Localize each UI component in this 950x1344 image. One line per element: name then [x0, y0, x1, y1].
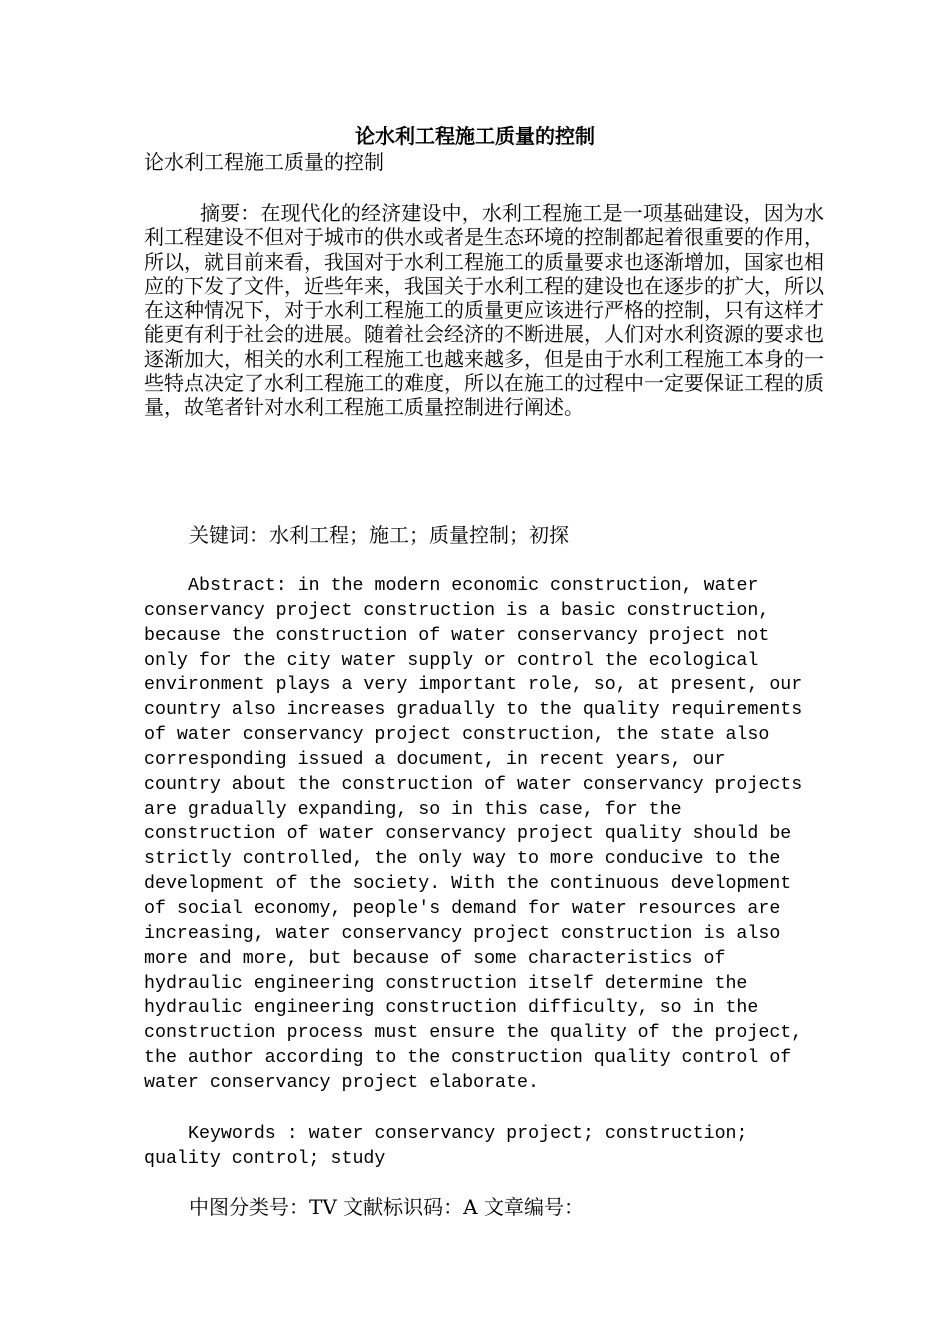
chinese-abstract: 摘要：在现代化的经济建设中，水利工程施工是一项基础建设，因为水利工程建设不但对于城市的供水或者是生态环境的控制都起着很重要的作用，所以，就目前来看，我国对于水利工程施工的质量要求也逐渐增加，国家也相应的下发了文件，近些年来，我国关于水利工程的建设也在逐步的扩大，所以在这种情况下，对于水利工程施工的质量更应该进行严格的控制，只有这样才能更有利于社会的进展。随着社会经济的不断进展，人们对水利资源的要求也逐渐加大，相关的水利工程施工也越来越多，但是由于水利工程施工本身的一些特点决定了水利工程施工的难度，所以在施工的过程中一定要保证工程的质量，故笔者针对水利工程施工质量控制进行阐述。 [144, 201, 824, 420]
classification-info: 中图分类号：TV 文献标识码：A 文章编号： [189, 1195, 584, 1219]
document-subtitle: 论水利工程施工质量的控制 [144, 150, 384, 174]
document-title: 论水利工程施工质量的控制 [355, 124, 595, 148]
english-keywords: Keywords : water conservancy project; construction; quality control; study [144, 1124, 748, 1169]
chinese-keywords: 关键词：水利工程；施工；质量控制；初探 [189, 523, 569, 547]
english-abstract: Abstract: in the modern economic construction, water conservancy project construction is a basic construction, because the construction of water conservancy project not only for the city water supply or control the ecological environment plays a very important role, so, at present, our country also increases gradually to the quality requirements of water conservancy project construction, the state also corresponding issued a document, in recent years, our country about the construction of water conservancy projects are gradually expanding, so in this case, for the construction of water conservancy project quality should be strictly controlled, the only way to more conducive to the development of the society. With the continuous development of social economy, people's demand for water resources are increasing, water conservancy project construction is also more and more, but because of some characteristics of hydraulic engineering construction itself determine the hydraulic engineering construction difficulty, so in the construction process must ensure the quality of the project, the author according to the construction quality control of water conservancy project elaborate. [144, 576, 803, 1093]
